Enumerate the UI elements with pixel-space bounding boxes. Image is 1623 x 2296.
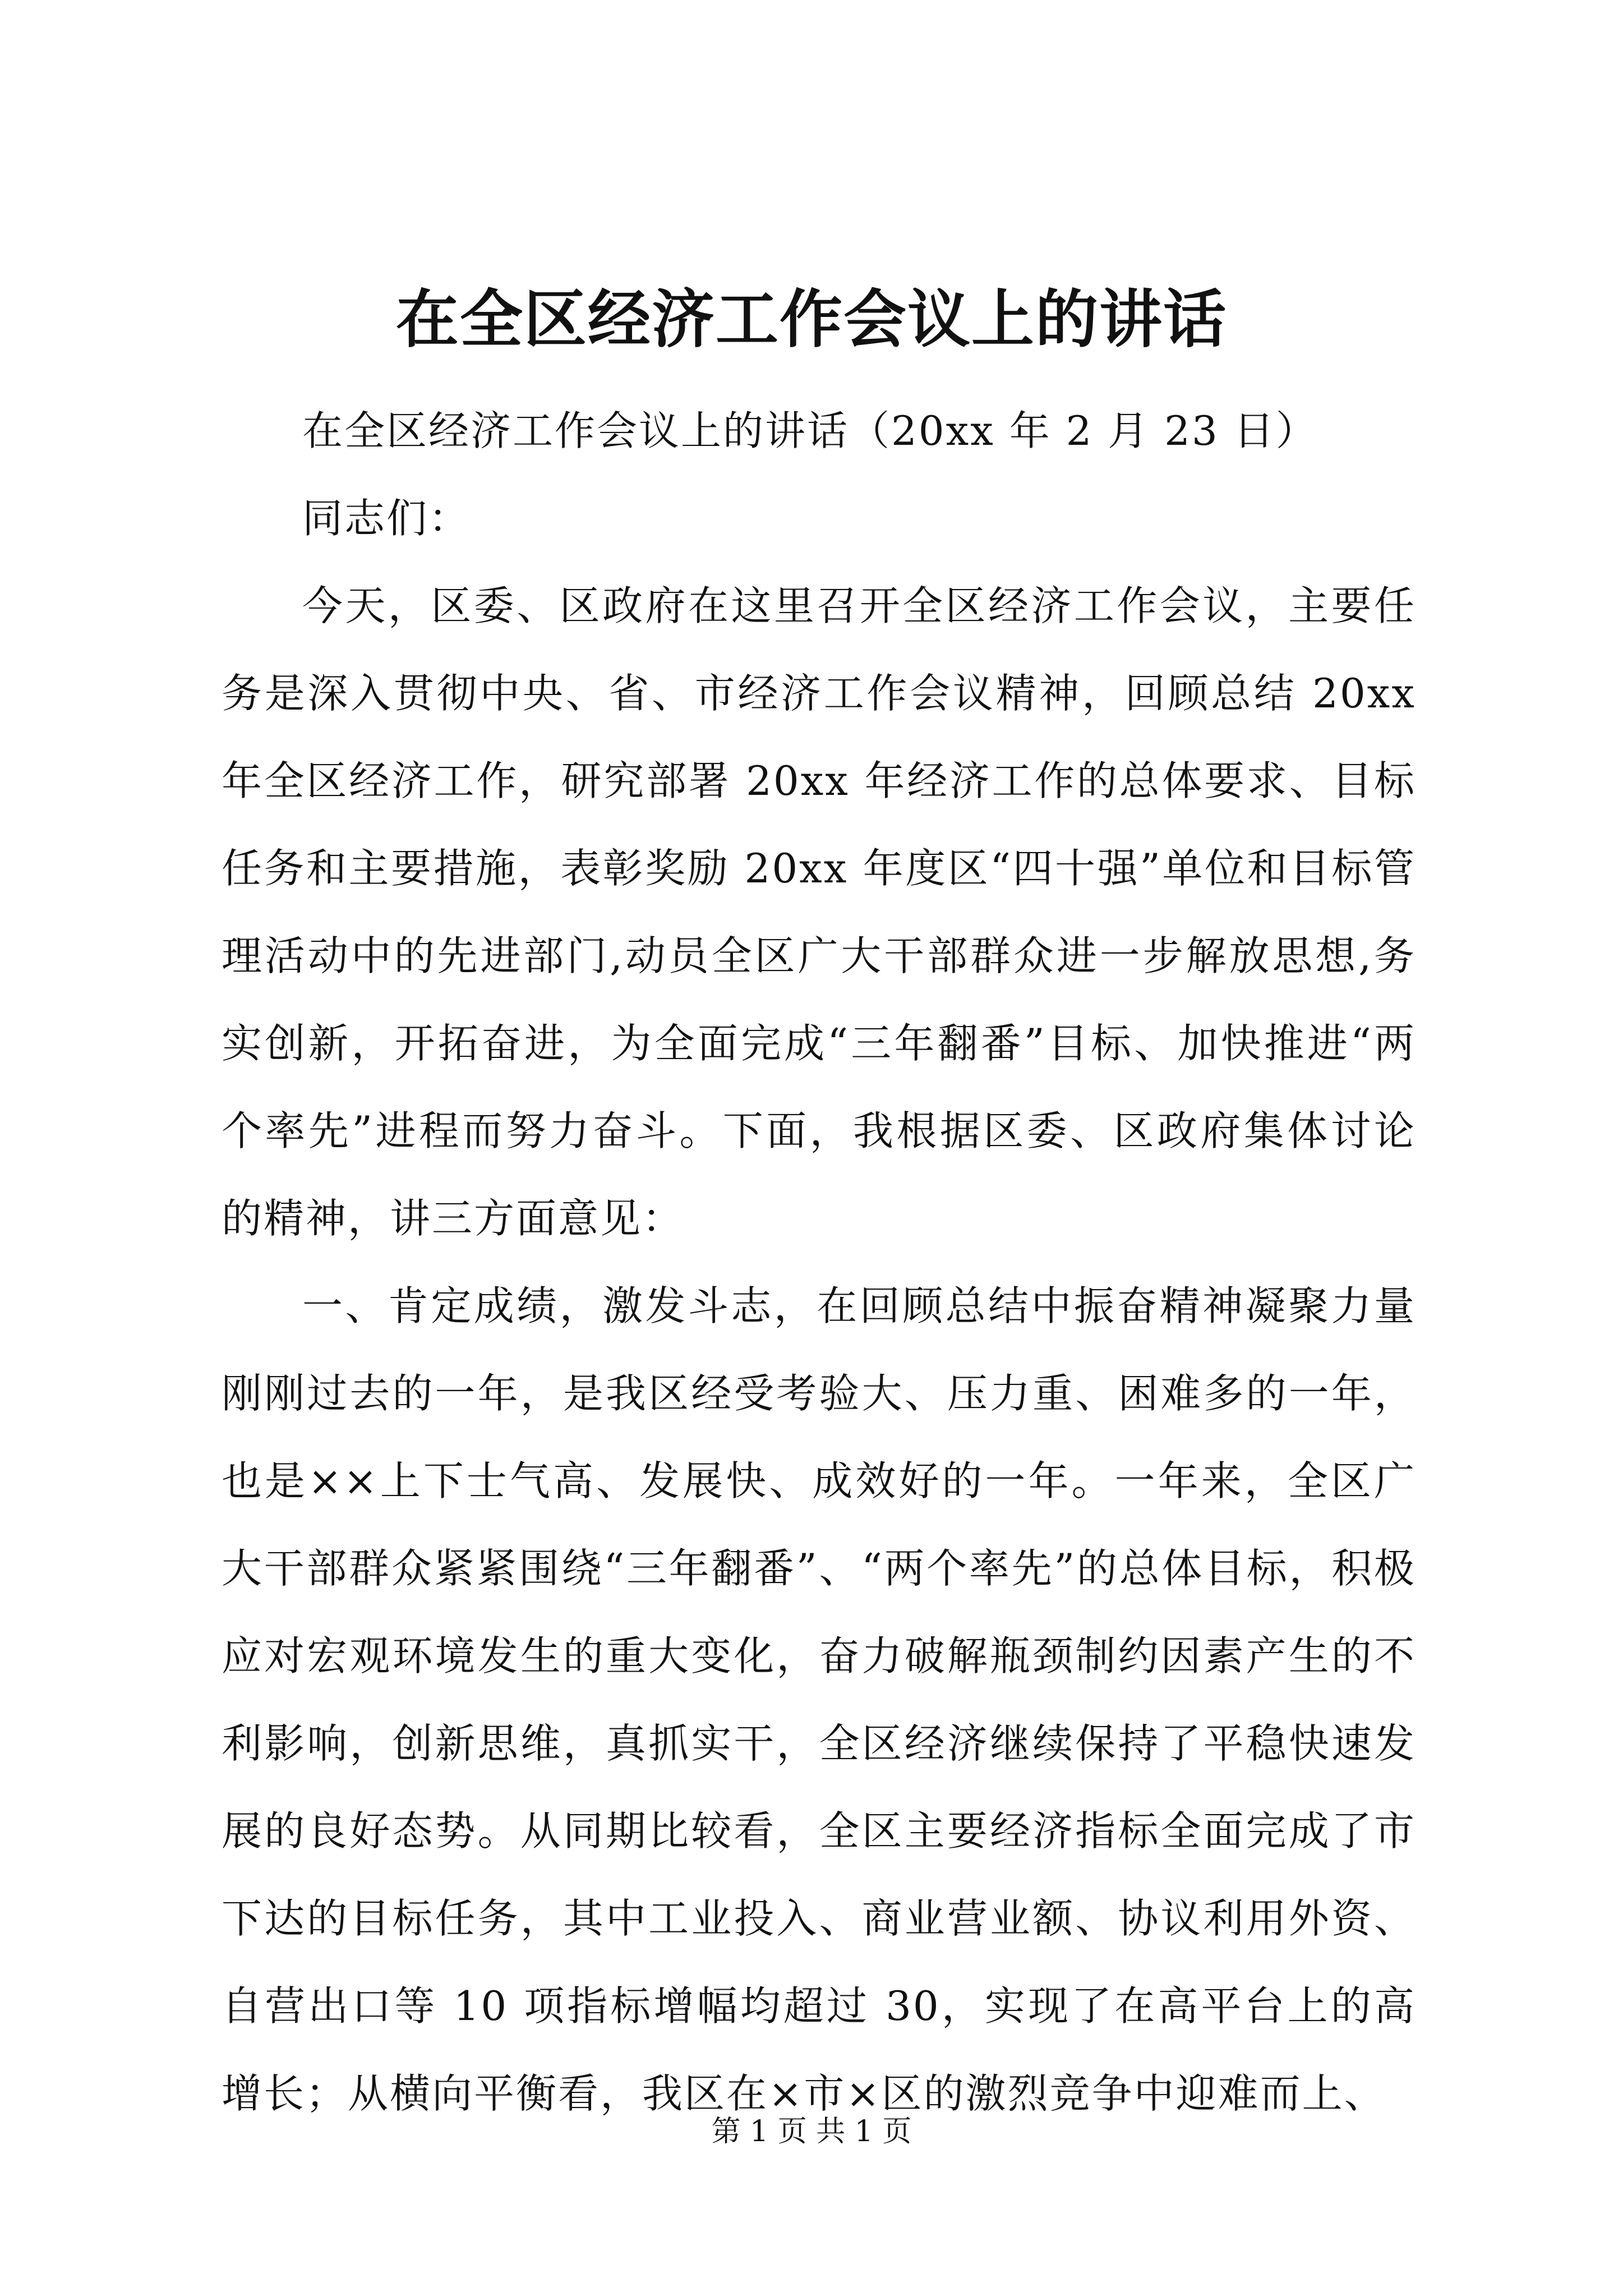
intro-paragraph: 今天，区委、区政府在这里召开全区经济工作会议，主要任务是深入贯彻中央、省、市经济工作会议精神，回顾总结 20xx 年全区经济工作，研究部署 20xx 年经济工作的总体要求、目标任务和主要措施，表彰奖励 20xx 年度区“四十强”单位和目标管理活动中的先进部门,动员全区广大干部群众进一步解放思想,务实创新，开拓奋进，为全面完成“三年翻番”目标、加快推进“两个率先”进程而努力奋斗。下面，我根据区委、区政府集体讨论的精神，讲三方面意见： xyxy=(222,582,1416,1242)
section-one-paragraph: 一、肯定成绩，激发斗志，在回顾总结中振奋精神凝聚力量刚刚过去的一年，是我区经受考验大、压力重、困难多的一年，也是××上下士气高、发展快、成效好的一年。一年来，全区广大干部群众紧紧围绕“三年翻番”、“两个率先”的总体目标，积极应对宏观环境发生的重大变化，奋力破解瓶颈制约因素产生的不利影响，创新思维，真抓实干，全区经济继续保持了平稳快速发展的良好态势。从同期比较看，全区主要经济指标全面完成了市下达的目标任务，其中工业投入、商业营业额、协议利用外资、自营出口等 10 项指标增幅均超过 30，实现了在高平台上的高增长；从横向平衡看，我区在×市×区的激烈竞争中迎难而上、 xyxy=(222,1282,1416,2117)
subtitle-line: 在全区经济工作会议上的讲话（20xx 年 2 月 23 日） xyxy=(302,407,1318,454)
document-title: 在全区经济工作会议上的讲话 xyxy=(396,283,1227,356)
page-footer: 第 1 页 共 1 页 xyxy=(711,2115,912,2148)
document-body xyxy=(222,387,1416,2137)
salutation: 同志们： xyxy=(302,495,471,542)
